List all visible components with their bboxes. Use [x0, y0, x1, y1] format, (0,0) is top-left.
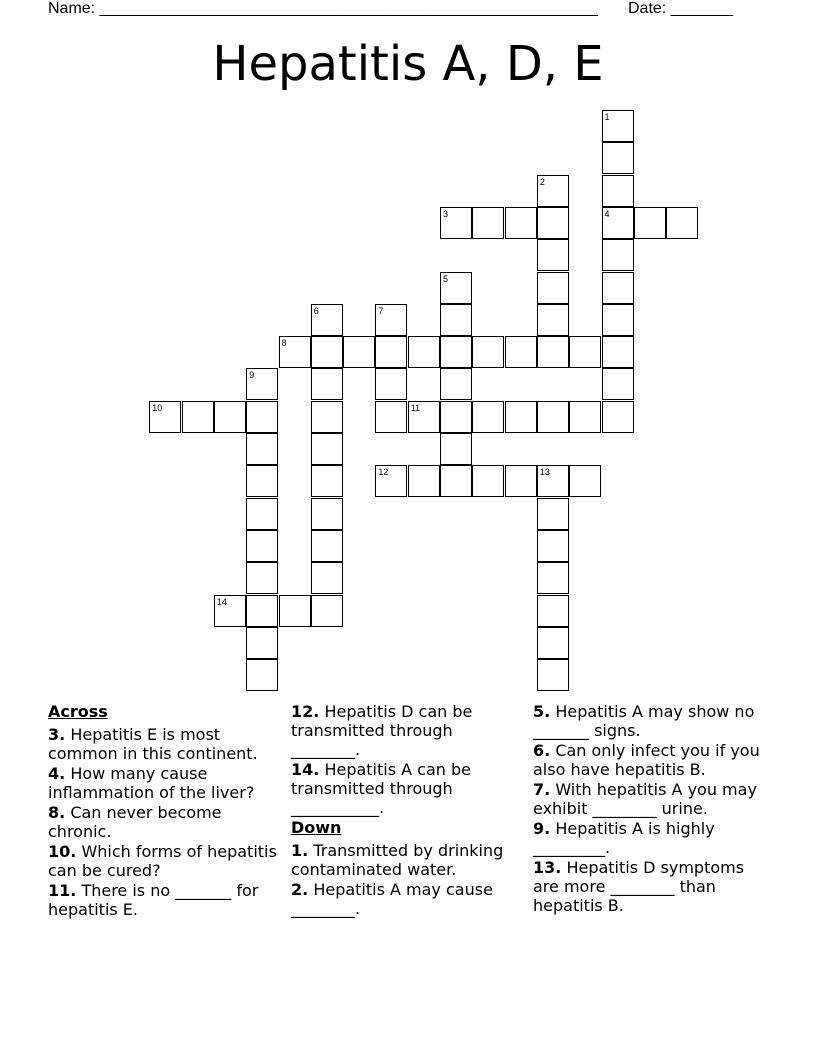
clue-text: Hepatitis A may cause ________. [291, 880, 493, 918]
clue-text: Hepatitis A is highly _________. [533, 819, 715, 857]
grid-cell[interactable] [602, 272, 634, 304]
grid-cell[interactable] [408, 336, 440, 368]
grid-cell[interactable] [472, 336, 504, 368]
clues-column-1 [48, 702, 283, 920]
cell-number: 1 [604, 112, 610, 122]
grid-cell[interactable] [246, 401, 278, 433]
cell-number: 5 [443, 273, 449, 284]
clue-number: 5. [533, 702, 551, 721]
grid-cell[interactable] [311, 368, 343, 400]
grid-cell[interactable] [602, 368, 634, 400]
page-title: Hepatitis A, D, E [212, 36, 604, 92]
grid-cell[interactable] [537, 530, 569, 562]
grid-cell[interactable] [246, 498, 278, 530]
clue-text: Which forms of hepatitis can be cured? [48, 842, 277, 880]
grid-cell[interactable] [246, 562, 278, 594]
grid-cell[interactable] [311, 595, 343, 627]
grid-cell[interactable] [311, 304, 343, 336]
clue-number: 11. [48, 881, 77, 900]
clue-down-2 [291, 880, 523, 918]
grid-cell[interactable] [537, 304, 569, 336]
grid-cell[interactable] [505, 207, 537, 239]
clue-number: 4. [48, 764, 66, 783]
grid-cell[interactable] [408, 465, 440, 497]
grid-cell[interactable] [440, 272, 472, 304]
clue-number: 14. [291, 760, 320, 779]
clue-number: 12. [291, 702, 320, 721]
grid-cell[interactable] [569, 336, 601, 368]
cell-number: 7 [378, 305, 384, 316]
clue-text: Hepatitis D can be transmitted through ________. [291, 702, 473, 759]
cell-number: 10 [152, 402, 163, 413]
grid-cell[interactable] [537, 562, 569, 594]
cell-number: 13 [539, 467, 550, 478]
name-field[interactable]: Name: ________________________________________________________ [48, 0, 598, 17]
clue-number: 10. [48, 842, 77, 861]
clue-number: 8. [48, 803, 66, 822]
grid-cell[interactable] [343, 336, 375, 368]
clue-across-11 [48, 881, 283, 919]
clue-number: 13. [533, 858, 562, 877]
clue-number: 7. [533, 780, 551, 799]
grid-cell[interactable] [505, 336, 537, 368]
clue-text: There is no _______ for hepatitis E. [48, 881, 259, 919]
grid-cell[interactable] [375, 368, 407, 400]
grid-cell[interactable] [537, 595, 569, 627]
grid-cell[interactable] [311, 498, 343, 530]
clue-across-3 [48, 725, 283, 763]
grid-cell[interactable] [246, 530, 278, 562]
grid-cell[interactable] [246, 659, 278, 691]
grid-cell[interactable] [602, 304, 634, 336]
clue-down-7 [533, 780, 765, 818]
grid-cell[interactable] [472, 465, 504, 497]
clue-down-5 [533, 702, 765, 740]
down-heading: Down [291, 818, 342, 837]
grid-cell[interactable] [537, 465, 569, 497]
grid-cell[interactable] [279, 336, 311, 368]
grid-cell[interactable] [375, 336, 407, 368]
grid-cell[interactable] [537, 498, 569, 530]
clue-text: Hepatitis E is most common in this continent. [48, 725, 258, 763]
cell-number: 14 [216, 596, 227, 607]
clue-text: Hepatitis A can be transmitted through ___________. [291, 760, 471, 817]
grid-cell[interactable] [569, 401, 601, 433]
grid-cell[interactable] [634, 207, 666, 239]
grid-cell[interactable] [602, 207, 634, 239]
grid-cell[interactable] [602, 110, 634, 142]
clue-across-12 [291, 702, 523, 759]
grid-cell[interactable] [440, 368, 472, 400]
grid-cell[interactable] [440, 336, 472, 368]
clue-text: Hepatitis D symptoms are more ________ than hepatitis B. [533, 858, 745, 915]
grid-cell[interactable] [311, 401, 343, 433]
grid-cell[interactable] [246, 465, 278, 497]
grid-cell[interactable] [375, 401, 407, 433]
cell-number: 3 [443, 208, 449, 219]
grid-cell[interactable] [440, 207, 472, 239]
cell-number: 11 [410, 402, 421, 413]
grid-cell[interactable] [375, 304, 407, 336]
grid-cell[interactable] [246, 627, 278, 659]
grid-cell[interactable] [246, 595, 278, 627]
grid-cell[interactable] [537, 336, 569, 368]
grid-cell[interactable] [182, 401, 214, 433]
grid-cell[interactable] [569, 465, 601, 497]
grid-cell[interactable] [375, 465, 407, 497]
clue-across-4 [48, 764, 283, 802]
clue-number: 6. [533, 741, 551, 760]
grid-cell[interactable] [602, 142, 634, 174]
clue-text: Can never become chronic. [48, 803, 222, 841]
grid-cell[interactable] [149, 401, 181, 433]
date-field[interactable]: Date: _______ [628, 0, 733, 17]
clue-number: 1. [291, 841, 309, 860]
clue-number: 3. [48, 725, 66, 744]
grid-cell[interactable] [537, 401, 569, 433]
clue-down-9 [533, 819, 765, 857]
grid-cell[interactable] [666, 207, 698, 239]
across-heading: Across [48, 702, 108, 721]
grid-cell[interactable] [311, 562, 343, 594]
clue-down-13 [533, 858, 765, 915]
clue-text: With hepatitis A you may exhibit ________ urine. [533, 780, 757, 818]
cell-number: 8 [281, 338, 287, 349]
grid-cell[interactable] [537, 175, 569, 207]
grid-cell[interactable] [311, 465, 343, 497]
grid-cell[interactable] [472, 401, 504, 433]
grid-cell[interactable] [311, 336, 343, 368]
grid-cell[interactable] [472, 207, 504, 239]
grid-cell[interactable] [408, 401, 440, 433]
grid-cell[interactable] [537, 207, 569, 239]
grid-cell[interactable] [246, 368, 278, 400]
clues-column-3 [533, 702, 765, 916]
cell-number: 12 [378, 467, 389, 478]
cell-number: 9 [249, 370, 255, 381]
grid-cell[interactable] [505, 401, 537, 433]
clue-across-14 [291, 760, 523, 817]
grid-cell[interactable] [440, 433, 472, 465]
clue-number: 9. [533, 819, 551, 838]
grid-cell[interactable] [602, 239, 634, 271]
cell-number: 6 [313, 305, 319, 316]
grid-cell[interactable] [440, 465, 472, 497]
grid-cell[interactable] [537, 627, 569, 659]
clues-column-2 [291, 702, 523, 919]
grid-cell[interactable] [505, 465, 537, 497]
grid-cell[interactable] [602, 401, 634, 433]
clue-number: 2. [291, 880, 309, 899]
grid-cell[interactable] [311, 433, 343, 465]
cell-number: 4 [604, 208, 610, 219]
clue-across-10 [48, 842, 283, 880]
grid-cell[interactable] [246, 433, 278, 465]
clue-down-1 [291, 841, 523, 879]
grid-cell[interactable] [440, 401, 472, 433]
grid-cell[interactable] [279, 595, 311, 627]
clue-down-6 [533, 741, 765, 779]
grid-cell[interactable] [537, 659, 569, 691]
clue-text: Can only infect you if you also have hepatitis B. [533, 741, 760, 779]
grid-cell[interactable] [440, 304, 472, 336]
clue-text: How many cause inflammation of the liver? [48, 764, 255, 802]
grid-cell[interactable] [602, 175, 634, 207]
clue-text: Transmitted by drinking contaminated water. [291, 841, 504, 879]
grid-cell[interactable] [537, 272, 569, 304]
clue-text: Hepatitis A may show no _______ signs. [533, 702, 755, 740]
grid-cell[interactable] [214, 595, 246, 627]
grid-cell[interactable] [214, 401, 246, 433]
grid-cell[interactable] [602, 336, 634, 368]
grid-cell[interactable] [537, 239, 569, 271]
cell-number: 2 [539, 176, 545, 187]
grid-cell[interactable] [311, 530, 343, 562]
clue-across-8 [48, 803, 283, 841]
